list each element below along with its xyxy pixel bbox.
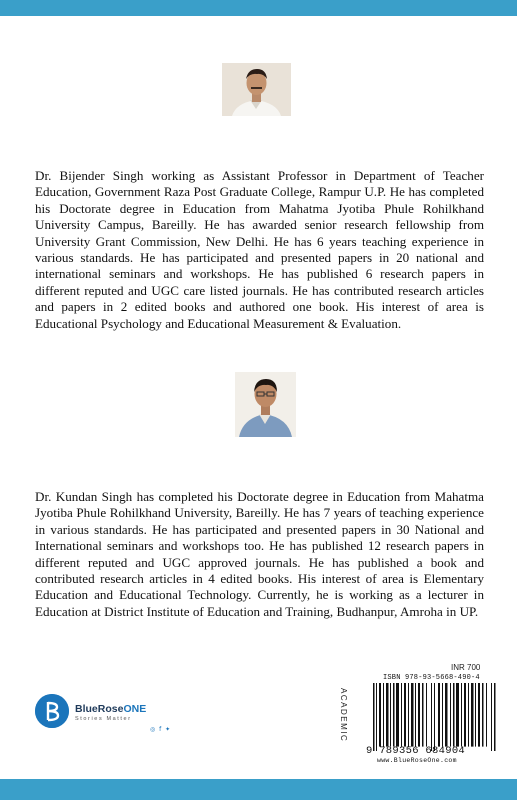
isbn-label: ISBN 978-93-5668-490-4 xyxy=(383,674,480,682)
author-photo-1 xyxy=(222,63,291,116)
publisher-logo xyxy=(35,690,195,740)
publisher-name-part1: BlueRose xyxy=(75,703,124,715)
barcode-digits: 9 789356 684904 xyxy=(366,745,466,757)
publisher-name-part2: ONE xyxy=(123,703,147,715)
price-label: INR 700 xyxy=(451,663,481,672)
publisher-tagline: Stories Matter xyxy=(75,716,132,722)
author-bio-1: Dr. Bijender Singh working as Assistant Professor in Department of Teacher Education, Government Raza Post Graduate College, Rampur U.P. He has completed his Doctorate degree in Education from Mahatma Jyotiba Phule Rohilkhand University Campus, Bareilly. He has awarded senior research fellowship from University Grant Commission, New Delhi. He has 6 years teaching experience in various standards. He has participated and presented papers in 20 national and international seminars and workshops. He has published 6 research papers in different reputed and UGC care listed journals. He has contributed research articles and papers in 2 edited books and authored one book. His interest of area is Educational Psychology and Educational Measurement & Evaluation. xyxy=(35,168,484,331)
social-icons: ◎ f ✦ xyxy=(150,726,172,733)
publisher-logo-icon xyxy=(35,694,69,728)
category-label: ACADEMIC xyxy=(339,688,348,743)
author-bio-2: Dr. Kundan Singh has completed his Doctorate degree in Education from Mahatma Jyotiba Phule Rohilkhand University, Bareilly. He has 7 years of teaching experience in various standards. He has participated and presented papers in 30 National and International seminars and workshops too. He has published 12 research papers in different reputed and UGC approved journals. He has published a book and contributed research articles in 4 edited books. His interest of area is Elementary Education and Educational Technology. Currently, he is working as a lecturer in Education at District Institute of Education and Training, Budhanpur, Amroha in UP. xyxy=(35,489,484,619)
bottom-color-bar xyxy=(0,779,517,800)
publisher-name xyxy=(75,703,146,715)
author-photo-2 xyxy=(235,372,296,437)
publisher-website: www.BlueRoseOne.com xyxy=(377,757,457,764)
barcode xyxy=(371,683,498,751)
top-color-bar xyxy=(0,0,517,16)
